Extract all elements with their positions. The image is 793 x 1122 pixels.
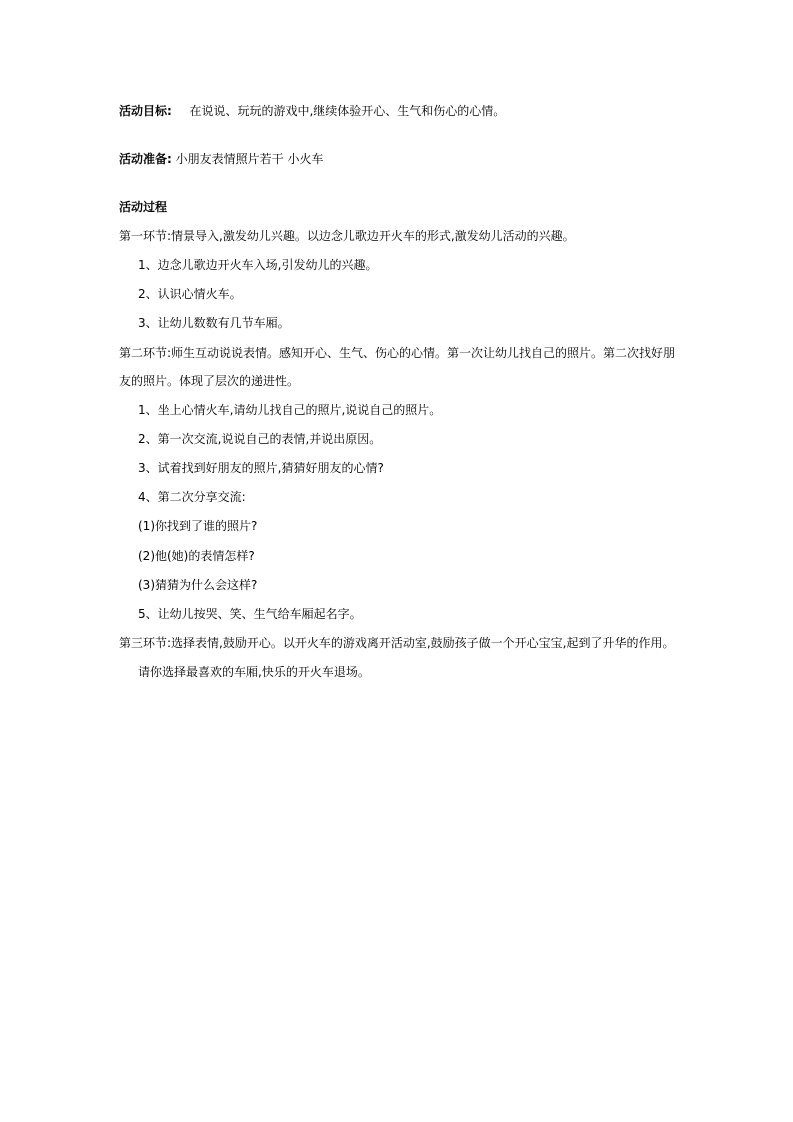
stage2-item: 1、坐上心情火车,请幼儿找自己的照片,说说自己的照片。 bbox=[138, 403, 442, 417]
activity-prep-label: 活动准备: bbox=[119, 152, 172, 166]
stage2-item: (3)猜猜为什么会这样? bbox=[138, 578, 258, 592]
activity-prep bbox=[119, 151, 323, 167]
activity-goal bbox=[119, 103, 505, 119]
stage3-item: 请你选择最喜欢的车厢,快乐的开火车退场。 bbox=[138, 665, 370, 679]
activity-goal-label: 活动目标: bbox=[119, 104, 172, 118]
stage1-item: 1、边念儿歌边开火车入场,引发幼儿的兴趣。 bbox=[138, 258, 378, 272]
stage2-title-line2: 友的照片。体现了层次的递进性。 bbox=[119, 374, 300, 388]
stage3-title: 第三环节:选择表情,鼓励开心。以开火车的游戏离开活动室,鼓励孩子做一个开心宝宝,起到了升华的作用。 bbox=[119, 636, 675, 650]
stage2-item: 4、第二次分享交流: bbox=[138, 490, 246, 504]
activity-prep-text: 小朋友表情照片若干 小火车 bbox=[175, 152, 324, 166]
stage2-title-line1: 第二环节:师生互动说说表情。感知开心、生气、伤心的心情。第一次让幼儿找自己的照片。第二次找好朋 bbox=[119, 346, 676, 360]
stage1-item: 2、认识心情火车。 bbox=[138, 287, 242, 301]
stage1-item: 3、让幼儿数数有几节车厢。 bbox=[138, 316, 290, 330]
activity-goal-text: 在说说、玩玩的游戏中,继续体验开心、生气和伤心的心情。 bbox=[189, 104, 506, 118]
stage2-item: 3、试着找到好朋友的照片,猜猜好朋友的心情? bbox=[138, 461, 384, 475]
stage2-item: 2、第一次交流,说说自己的表情,并说出原因。 bbox=[138, 432, 382, 446]
stage1-title: 第一环节:情景导入,激发幼儿兴趣。以边念儿歌边开火车的形式,激发幼儿活动的兴趣。 bbox=[119, 229, 575, 243]
stage2-item: 5、让幼儿按哭、笑、生气给车厢起名字。 bbox=[138, 607, 362, 621]
process-heading: 活动过程 bbox=[119, 200, 168, 214]
stage2-item: (2)他(她)的表情怎样? bbox=[138, 549, 255, 563]
stage2-item: (1)你找到了谁的照片? bbox=[138, 519, 258, 533]
